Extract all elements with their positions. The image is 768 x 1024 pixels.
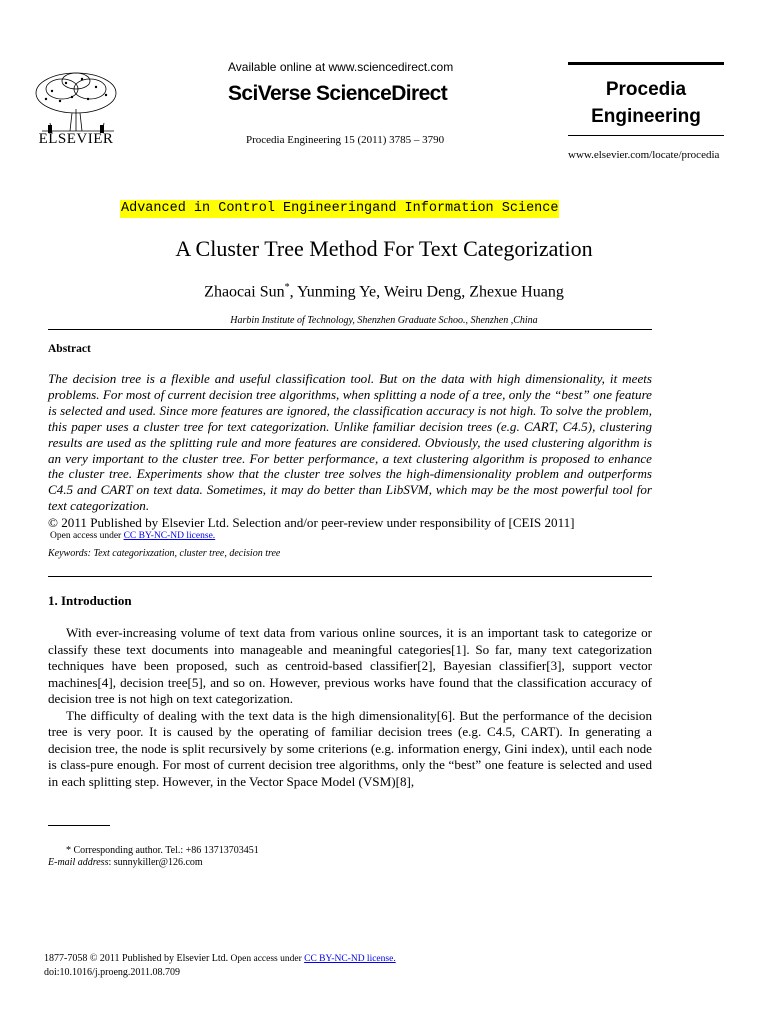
footer-open-access (228, 954, 396, 964)
available-online-text: Available online at www.sciencedirect.com (228, 60, 454, 74)
keywords: Keywords: Text categorixzation, cluster tree, decision tree (48, 548, 281, 559)
sciverse-logo-text: SciVerse ScienceDirect (228, 82, 448, 105)
open-access-prefix: Open access under (50, 531, 124, 541)
corresponding-author-note: * Corresponding author. Tel.: +86 13713703451 (66, 845, 259, 856)
introduction-body (48, 625, 652, 790)
footer-license-link[interactable]: CC BY-NC-ND license. (304, 954, 396, 964)
footer-open-access-prefix: Open access under (228, 954, 305, 964)
other-authors: , Yunming Ye, Weiru Deng, Zhexue Huang (289, 283, 564, 301)
email-address: : sunnykiller@126.com (108, 857, 203, 868)
doi: doi:10.1016/j.proeng.2011.08.709 (44, 967, 181, 978)
journal-title-line1: Procedia (605, 79, 687, 100)
paragraph: The difficulty of dealing with the text data is the high dimensionality[6]. But the performance of the decision tree is very poor. It is caused by the operating of familiar decision trees (e.g. C4.5, CART). In generating a decision tree, the node is split recursively by some criterions (e.g. information energy, Gini index), until each node is class-pure enough. For most of current decision tree algorithms, only the “best” one feature is selected and used in each splitting step. However, in the Vector Space Model (VSM)[8], (48, 707, 652, 789)
top-rule (48, 329, 652, 330)
abstract-text: The decision tree is a flexible and useful classification tool. But on the data with high dimensionality, it meets problems. For most of current decision tree algorithms, when splitting a node of a tree, only the “best” one feature is selected and used. Since more features are ignored, the classification accuracy is not high. To solve the problem, this paper uses a cluster tree for text categorization. Unlike familiar decision trees (e.g. CART, C4.5), clustering results are used as the splitting rule and more features are considered. Obviously, the used clustering algorithm is an very important to the cluster tree. For better performance, a text clustering algorithm is proposed to enhance the cluster tree. Experiments show that the cluster tree solves the high-dimensionality problem and outperforms C4.5 and CART on text data. Sometimes, it may do better than LibSVM, which may be the most powerful tool for text categorization. (48, 371, 652, 514)
email-note (48, 857, 203, 868)
license-link[interactable]: CC BY-NC-ND license. (123, 531, 216, 541)
first-author: Zhaocai Sun (204, 283, 285, 301)
journal-url: www.elsevier.com/locate/procedia (568, 149, 720, 161)
open-access-line (50, 531, 215, 541)
footnote-rule (48, 825, 110, 826)
corresponding-mark: * (284, 282, 290, 293)
paper-title: A Cluster Tree Method For Text Categorization (175, 236, 593, 261)
journal-citation: Procedia Engineering 15 (2011) 3785 – 3790 (246, 134, 445, 146)
conference-banner: Advanced in Control Engineeringand Information Science (121, 201, 559, 216)
issn-line (44, 953, 396, 964)
copyright-notice: © 2011 Published by Elsevier Ltd. Selection and/or peer-review under responsibility of [CEIS 2011] (48, 515, 575, 530)
abstract-bottom-rule (48, 576, 652, 577)
affiliation: Harbin Institute of Technology, Shenzhen Graduate Schoo., Shenzhen ,China (230, 315, 538, 326)
email-label: E-mail address (48, 857, 109, 868)
publisher-name: ELSEVIER (38, 131, 114, 147)
abstract-heading: Abstract (48, 343, 91, 355)
author-list (0, 282, 768, 301)
issn-text: 1877-7058 © 2011 Published by Elsevier Ltd. (44, 953, 229, 964)
journal-title-line2: Engineering (591, 106, 701, 127)
section-heading-introduction: 1. Introduction (48, 593, 132, 608)
journal-title (568, 76, 724, 130)
paragraph: With ever-increasing volume of text data from various online sources, it is an important task to categorize or classify these text documents into manageable and meaningful categories[1]. So far, many text categorization techniques have been proposed, such as centroid-based classifier[2], Bayesian classifier[3], support vector machines[4], decision tree[5], and so on. However, previous works have found that the classification accuracy of decision tree is not high on text categorization. (48, 625, 652, 706)
